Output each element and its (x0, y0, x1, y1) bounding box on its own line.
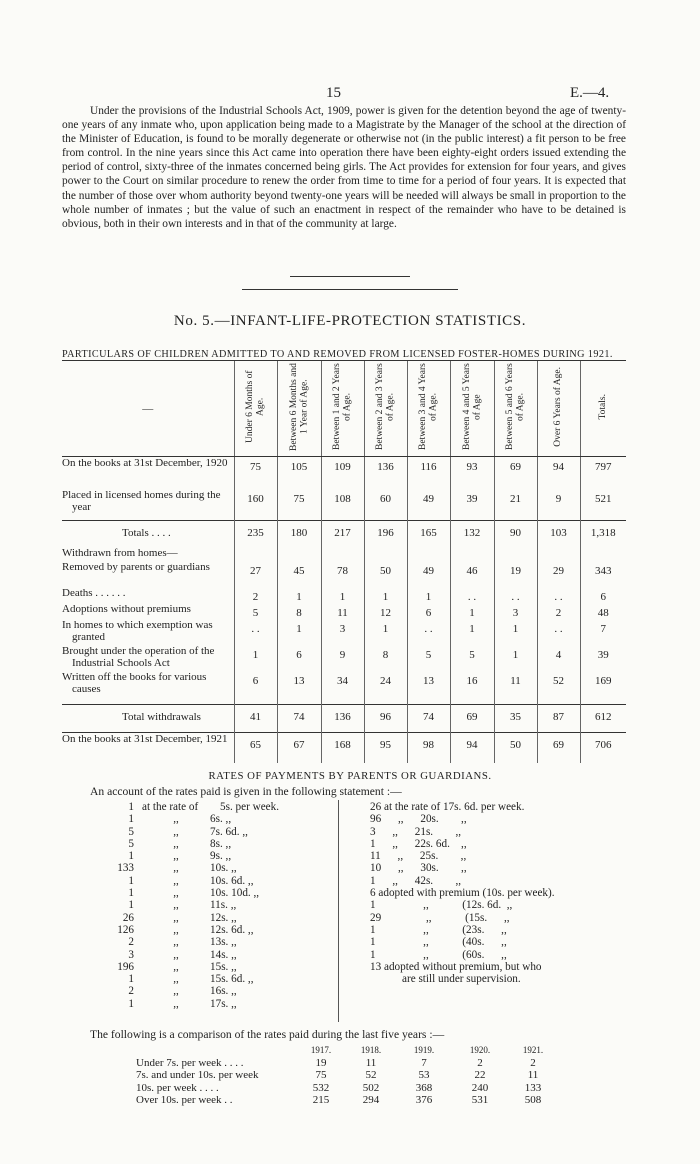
rate-count: 1 (128, 899, 134, 912)
comparison-cell: 531 (471, 1094, 489, 1106)
table-cell: 39 (450, 489, 494, 521)
table-row (62, 619, 626, 645)
table-cell: 1 (277, 619, 321, 645)
column-header: Totals. (580, 361, 626, 457)
table-cell: 2 (537, 603, 580, 619)
table-cell: 5 (450, 645, 494, 671)
rate-count: 126 (117, 923, 134, 936)
table-cell: 1 (364, 587, 407, 603)
comparison-cell: 11 (365, 1056, 377, 1069)
rate-count: 5 (128, 837, 134, 850)
rate-amount: 7s. 6d. ,, (210, 825, 248, 838)
table-cell: 6 (407, 603, 450, 619)
rate-count: 1 (128, 801, 134, 813)
comparison-cell: 215 (312, 1094, 330, 1106)
table-cell: 13 (407, 671, 450, 705)
row-label: On the books at 31st December, 1920 (62, 457, 228, 469)
rate-line: 6 adopted with premium (10s. per week). (370, 887, 555, 900)
comparison-cell: 2 (477, 1056, 483, 1069)
row-label: Removed by parents or guardians (62, 560, 210, 573)
table-cell: 1 (407, 587, 450, 603)
rate-line (110, 985, 279, 997)
table-row (62, 587, 626, 603)
table-cell: 196 (364, 521, 407, 547)
comparison-cell: 502 (362, 1081, 380, 1094)
rate-amount: 11s. ,, (210, 899, 237, 912)
rate-line (110, 862, 279, 874)
table-cell: 9 (321, 645, 364, 671)
rate-line: are still under supervision. (402, 973, 521, 986)
rate-ditto: ,, (173, 887, 179, 900)
rate-amount: 8s. ,, (210, 837, 232, 850)
table-cell: 52 (537, 671, 580, 705)
table-row (62, 521, 626, 547)
comparison-cell: 2 (530, 1056, 536, 1069)
rate-ditto: ,, (173, 837, 179, 850)
rate-count: 196 (117, 960, 134, 973)
rate-line (110, 875, 279, 887)
rate-count: 5 (128, 825, 134, 838)
table-row (62, 547, 626, 561)
table-header-row (62, 361, 626, 457)
table-cell: 39 (580, 645, 626, 671)
column-header: Between 5 and 6 Years of Age. (494, 361, 537, 457)
table-cell: 75 (277, 489, 321, 521)
table-cell: 105 (277, 457, 321, 489)
comparison-cell: 7 (421, 1056, 427, 1069)
table-cell: 21 (494, 489, 537, 521)
table-cell: 48 (580, 603, 626, 619)
rate-ditto: ,, (173, 923, 179, 936)
row-label: Adoptions without premiums (62, 602, 191, 615)
table-cell (580, 547, 626, 561)
rate-line: 11 ,, 25s. ,, (370, 850, 467, 863)
rate-ditto: ,, (173, 973, 179, 986)
table-cell: 5 (234, 603, 277, 619)
rate-line (110, 838, 279, 850)
divider-long (242, 289, 458, 290)
table-cell: 34 (321, 671, 364, 705)
column-header: Between 3 and 4 Years of Age. (407, 361, 450, 457)
comparison-cell: 376 (415, 1094, 433, 1106)
rates-divider (338, 800, 339, 1022)
table-cell: 11 (321, 603, 364, 619)
table-cell: 1 (321, 587, 364, 603)
column-header: Between 1 and 2 Years of Age. (321, 361, 364, 457)
rate-line (110, 801, 279, 813)
stub-header: — (62, 361, 234, 457)
row-label: In homes to which exemption was granted (62, 618, 213, 643)
table-cell (364, 547, 407, 561)
comparison-cell: 19 (315, 1056, 327, 1069)
rate-line (110, 912, 279, 924)
table-cell: 109 (321, 457, 364, 489)
table-row (62, 603, 626, 619)
table-cell: 13 (277, 671, 321, 705)
table-cell: 165 (407, 521, 450, 547)
table-cell: 16 (450, 671, 494, 705)
table-cell: 94 (450, 733, 494, 763)
table-cell: 1 (450, 619, 494, 645)
table-cell: . . (537, 619, 580, 645)
table-cell: 6 (580, 587, 626, 603)
comparison-table (136, 1044, 558, 1107)
table-cell: 95 (364, 733, 407, 763)
table-cell: 90 (494, 521, 537, 547)
table-cell: 12 (364, 603, 407, 619)
rate-line (110, 813, 279, 825)
year-header: 1917. (310, 1045, 332, 1055)
rate-count: 2 (128, 936, 134, 949)
table-row (62, 671, 626, 705)
table-row (62, 733, 626, 763)
table-cell: . . (494, 587, 537, 603)
table-cell: . . (450, 587, 494, 603)
column-header: Under 6 Months of Age. (234, 361, 277, 457)
table-cell: 136 (321, 705, 364, 733)
table-cell: 1 (234, 645, 277, 671)
table-cell: 6 (277, 645, 321, 671)
rate-count: 1 (128, 997, 134, 1010)
table-cell: 65 (234, 733, 277, 763)
rate-amount: 16s. ,, (210, 985, 237, 998)
table-cell: 1,318 (580, 521, 626, 547)
comparison-intro: The following is a comparison of the rates paid during the last five years :— (90, 1028, 445, 1041)
table-cell: . . (234, 619, 277, 645)
rate-line: 3 ,, 21s. ,, (370, 825, 462, 838)
table-cell: 3 (321, 619, 364, 645)
comparison-cell: 11 (527, 1069, 539, 1081)
table-cell: . . (537, 587, 580, 603)
table-cell (321, 547, 364, 561)
table-cell: 169 (580, 671, 626, 705)
table-cell: 74 (407, 705, 450, 733)
table-cell: 343 (580, 561, 626, 587)
rate-count: 1 (128, 850, 134, 863)
table-cell: 29 (537, 561, 580, 587)
table-cell: 108 (321, 489, 364, 521)
table-cell: 235 (234, 521, 277, 547)
rate-ditto: ,, (173, 911, 179, 924)
rate-amount: 17s. ,, (210, 997, 237, 1010)
table-cell: 1 (494, 619, 537, 645)
rate-line (110, 998, 279, 1010)
comparison-label: Under 7s. per week . . . . (136, 1056, 244, 1069)
rate-line (110, 850, 279, 862)
rate-ditto: ,, (173, 813, 179, 826)
table-cell (407, 547, 450, 561)
row-label: Placed in licensed homes during the year (62, 488, 221, 513)
rate-line (110, 887, 279, 899)
table-row (62, 705, 626, 733)
table-cell: 19 (494, 561, 537, 587)
divider-short (290, 276, 410, 277)
document-reference: E.—4. (570, 85, 610, 101)
table-cell: 35 (494, 705, 537, 733)
table-cell: 612 (580, 705, 626, 733)
comparison-header-row (136, 1044, 558, 1057)
comparison-cell: 294 (362, 1094, 380, 1106)
table-cell: 78 (321, 561, 364, 587)
rate-ditto: ,, (173, 899, 179, 912)
table-cell: 103 (537, 521, 580, 547)
rate-amount: 12s. 6d. ,, (210, 923, 254, 936)
table-cell: 136 (364, 457, 407, 489)
year-header: 1919. (413, 1045, 435, 1055)
table-cell: 1 (450, 603, 494, 619)
rate-count: 2 (128, 985, 134, 998)
comparison-label: 10s. per week . . . . (136, 1081, 219, 1094)
table-cell: 69 (450, 705, 494, 733)
rate-line (110, 973, 279, 985)
table-cell: 180 (277, 521, 321, 547)
rate-amount: 10s. ,, (210, 862, 237, 875)
rate-line: 1 ,, (12s. 6d. ,, (370, 899, 513, 912)
rates-intro: An account of the rates paid is given in the following statement :— (90, 785, 402, 798)
rate-line: 26 at the rate of 17s. 6d. per week. (370, 801, 525, 813)
table-row (62, 645, 626, 671)
comparison-row (136, 1094, 558, 1107)
table-row (62, 457, 626, 489)
rate-ditto: ,, (173, 874, 179, 887)
table-cell: 116 (407, 457, 450, 489)
table-cell: 49 (407, 489, 450, 521)
section-title: No. 5.—INFANT-LIFE-PROTECTION STATISTICS. (173, 313, 527, 329)
rate-ditto: ,, (173, 985, 179, 998)
rate-ditto: ,, (173, 862, 179, 875)
year-header: 1918. (360, 1045, 382, 1055)
year-header: 1920. (469, 1045, 491, 1055)
rate-amount: 14s. ,, (210, 948, 237, 961)
table-cell: 87 (537, 705, 580, 733)
rate-count: 1 (128, 973, 134, 986)
comparison-cell: 508 (524, 1094, 542, 1106)
rate-ditto: ,, (173, 936, 179, 949)
table-cell: 74 (277, 705, 321, 733)
rate-count: 26 (122, 911, 134, 924)
rate-amount: 6s. ,, (210, 813, 232, 826)
table-cell: 41 (234, 705, 277, 733)
row-label: Written off the books for various causes (62, 670, 207, 695)
column-header: Over 6 Years of Age. (537, 361, 580, 457)
column-header: Between 2 and 3 Years of Age. (364, 361, 407, 457)
rate-ditto: ,, (173, 850, 179, 863)
comparison-cell: 240 (471, 1081, 489, 1094)
rate-amount: 12s. ,, (210, 911, 237, 924)
table-cell: 49 (407, 561, 450, 587)
table-cell (277, 547, 321, 561)
rate-count: 3 (128, 948, 134, 961)
rate-count: 1 (128, 813, 134, 826)
table-cell: 7 (580, 619, 626, 645)
row-label: Withdrawn from homes— (62, 546, 178, 559)
rate-ditto: ,, (173, 960, 179, 973)
rate-amount: 10s. 10d. ,, (210, 887, 260, 900)
comparison-cell: 22 (474, 1069, 486, 1081)
rate-amount: 15s. 6d. ,, (210, 973, 254, 986)
comparison-cell: 532 (312, 1081, 330, 1094)
table-cell: 168 (321, 733, 364, 763)
comparison-row (136, 1069, 558, 1082)
table-cell: 160 (234, 489, 277, 521)
rate-line: 1 ,, 42s. ,, (370, 874, 462, 887)
comparison-cell: 368 (415, 1081, 433, 1094)
table-cell: 27 (234, 561, 277, 587)
row-label: Brought under the operation of the Industrial Schools Act (62, 644, 215, 669)
rates-title: RATES OF PAYMENTS BY PARENTS OR GUARDIANS. (208, 770, 492, 782)
rate-line: 96 ,, 20s. ,, (370, 813, 467, 826)
table-cell: 75 (234, 457, 277, 489)
table-cell: 521 (580, 489, 626, 521)
table-cell: 8 (277, 603, 321, 619)
table-cell: 50 (494, 733, 537, 763)
rate-line: 29 ,, (15s. ,, (370, 911, 510, 924)
rate-count: 1 (128, 887, 134, 900)
table-cell: 132 (450, 521, 494, 547)
table-cell: 50 (364, 561, 407, 587)
rate-line (110, 949, 279, 961)
table-cell: 217 (321, 521, 364, 547)
intro-paragraph: Under the provisions of the Industrial Schools Act, 1909, power is given for the detention beyond the age of twenty-one years of any inmate who, upon application being made to a Magistrate by the Manager of the school at the direction of the Minister of Education, is found to be morally degenerate or otherwise not (in the public interest) a fit person to be free from control. In the nine years since this Act came into operation there have been eighty-eight orders issued extending the period of control, sixty-three of the inmates concerned being girls. The Act provides for extension for four years, and gives power to the Court on similar procedure to renew the order from time to time for a period of four years. It is expected that the number of those over whom authority beyond twenty-one years will be needed will always be small in proportion to the whole number of inmates ; but the value of such an enactment in respect of the remainder who have to be detained is obvious, both in their own interests and in that of the community at large. (62, 105, 626, 230)
rate-line (110, 936, 279, 948)
rate-line (110, 826, 279, 838)
comparison-cell: 52 (365, 1069, 377, 1081)
year-header: 1921. (522, 1045, 544, 1055)
table-cell: 96 (364, 705, 407, 733)
rate-count: 133 (117, 862, 134, 875)
table-cell: 69 (537, 733, 580, 763)
table-cell (494, 547, 537, 561)
rate-line: 1 ,, (40s. ,, (370, 936, 507, 949)
table-cell: 1 (364, 619, 407, 645)
table-cell: 6 (234, 671, 277, 705)
rate-line: 1 ,, (60s. ,, (370, 948, 507, 961)
table-cell: 98 (407, 733, 450, 763)
table-cell (450, 547, 494, 561)
rate-amount: 5s. per week. (220, 801, 280, 813)
table-cell: 67 (277, 733, 321, 763)
table-cell: 45 (277, 561, 321, 587)
rate-line: 13 adopted without premium, but who (370, 960, 542, 973)
column-header: Between 6 Months and 1 Year of Age. (277, 361, 321, 457)
table-cell: 93 (450, 457, 494, 489)
table-cell: 797 (580, 457, 626, 489)
table-cell: 706 (580, 733, 626, 763)
rate-line: 10 ,, 30s. ,, (370, 862, 467, 875)
rate-count: 1 (128, 874, 134, 887)
table-cell: 2 (234, 587, 277, 603)
rate-amount: 10s. 6d. ,, (210, 874, 254, 887)
column-header: Between 4 and 5 Years of Age (450, 361, 494, 457)
table-cell: 24 (364, 671, 407, 705)
table-cell: 1 (494, 645, 537, 671)
table-row (62, 561, 626, 587)
rate-line (110, 899, 279, 911)
rate-line (110, 961, 279, 973)
rate-amount: 13s. ,, (210, 936, 237, 949)
rate-line: 1 ,, 22s. 6d. ,, (370, 837, 467, 850)
rate-ditto: ,, (173, 825, 179, 838)
comparison-cell: 75 (315, 1069, 327, 1081)
row-label: On the books at 31st December, 1921 (62, 733, 234, 763)
table-cell: 9 (537, 489, 580, 521)
table-cell: 94 (537, 457, 580, 489)
infant-life-protection-table (62, 360, 626, 763)
rate-amount: 15s. ,, (210, 960, 237, 973)
table-cell (234, 547, 277, 561)
page-number: 15 (326, 85, 341, 101)
table-cell: 11 (494, 671, 537, 705)
table-cell: 46 (450, 561, 494, 587)
comparison-label: Over 10s. per week . . (136, 1094, 233, 1106)
table-cell: 5 (407, 645, 450, 671)
rate-ditto: at the rate of (142, 801, 199, 813)
comparison-cell: 133 (524, 1081, 542, 1094)
table-cell: . . (407, 619, 450, 645)
rate-ditto: ,, (173, 948, 179, 961)
table-cell (537, 547, 580, 561)
row-label: Totals . . . . (62, 521, 234, 547)
comparison-row (136, 1057, 558, 1070)
table-cell: 8 (364, 645, 407, 671)
comparison-row (136, 1082, 558, 1095)
table-cell: 69 (494, 457, 537, 489)
rates-left-column (110, 801, 279, 1010)
row-label: Total withdrawals (62, 705, 234, 733)
row-label: Deaths . . . . . . (62, 586, 126, 599)
rate-line: 1 ,, (23s. ,, (370, 923, 507, 936)
table-title: PARTICULARS OF CHILDREN ADMITTED TO AND REMOVED FROM LICENSED FOSTER-HOMES DURING 1921. (62, 349, 613, 360)
comparison-cell: 53 (418, 1069, 430, 1081)
rate-ditto: ,, (173, 997, 179, 1010)
comparison-label: 7s. and under 10s. per week (136, 1069, 259, 1081)
table-cell: 1 (277, 587, 321, 603)
table-cell: 3 (494, 603, 537, 619)
table-cell: 60 (364, 489, 407, 521)
table-cell: 4 (537, 645, 580, 671)
rate-line (110, 924, 279, 936)
table-row (62, 489, 626, 521)
rates-right-column (370, 801, 555, 985)
rate-amount: 9s. ,, (210, 850, 232, 863)
